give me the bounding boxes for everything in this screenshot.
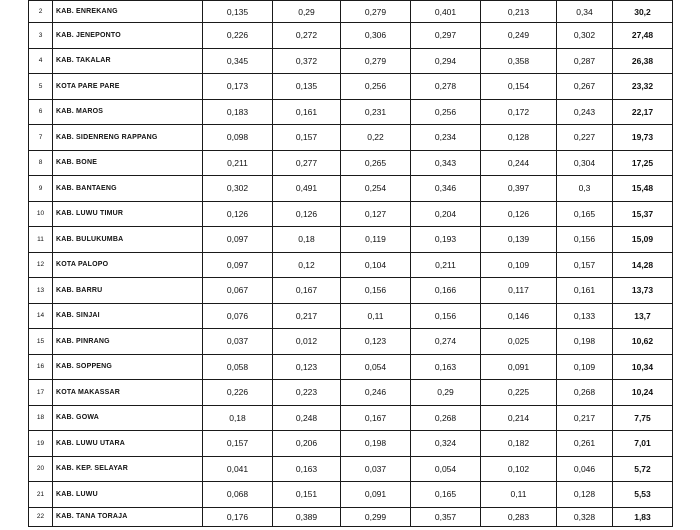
value-cell: 0,176 (203, 507, 273, 526)
value-cell: 0,157 (203, 431, 273, 457)
region-name-cell: KOTA MAKASSAR (53, 380, 203, 406)
value-cell: 0,217 (557, 405, 613, 431)
index-cell: 27,48 (613, 23, 673, 49)
index-cell: 22,17 (613, 99, 673, 125)
table-row (29, 329, 673, 355)
row-number-cell: 6 (29, 99, 53, 125)
region-name-cell: KAB. BARRU (53, 278, 203, 304)
value-cell: 0,193 (411, 227, 481, 253)
value-cell: 0,128 (481, 125, 557, 151)
index-cell: 17,25 (613, 150, 673, 176)
region-name-cell: KAB. TAKALAR (53, 48, 203, 74)
value-cell: 0,12 (273, 252, 341, 278)
value-cell: 0,268 (557, 380, 613, 406)
region-name-cell: KAB. LUWU UTARA (53, 431, 203, 457)
value-cell: 0,156 (341, 278, 411, 304)
value-cell: 0,135 (203, 1, 273, 23)
value-cell: 0,012 (273, 329, 341, 355)
value-cell: 0,102 (481, 456, 557, 482)
table-body (29, 1, 673, 527)
region-name-cell: KAB. PINRANG (53, 329, 203, 355)
value-cell: 0,126 (203, 201, 273, 227)
row-number-cell: 8 (29, 150, 53, 176)
value-cell: 0,357 (411, 507, 481, 526)
region-name-cell: KAB. BONE (53, 150, 203, 176)
value-cell: 0,324 (411, 431, 481, 457)
row-number-cell: 22 (29, 507, 53, 526)
value-cell: 0,172 (481, 99, 557, 125)
value-cell: 0,126 (273, 201, 341, 227)
table-row (29, 507, 673, 526)
value-cell: 0,343 (411, 150, 481, 176)
value-cell: 0,058 (203, 354, 273, 380)
index-cell: 23,32 (613, 74, 673, 100)
table-row (29, 303, 673, 329)
value-cell: 0,133 (557, 303, 613, 329)
value-cell: 0,11 (481, 482, 557, 508)
table-row (29, 48, 673, 74)
data-table-container (28, 0, 672, 527)
region-name-cell: KAB. SOPPENG (53, 354, 203, 380)
value-cell: 0,248 (273, 405, 341, 431)
value-cell: 0,054 (411, 456, 481, 482)
row-number-cell: 19 (29, 431, 53, 457)
value-cell: 0,127 (341, 201, 411, 227)
value-cell: 0,401 (411, 1, 481, 23)
region-name-cell: KOTA PARE PARE (53, 74, 203, 100)
value-cell: 0,227 (557, 125, 613, 151)
value-cell: 0,244 (481, 150, 557, 176)
index-cell: 7,75 (613, 405, 673, 431)
table-row (29, 380, 673, 406)
value-cell: 0,211 (203, 150, 273, 176)
value-cell: 0,243 (557, 99, 613, 125)
index-cell: 13,7 (613, 303, 673, 329)
index-cell: 10,62 (613, 329, 673, 355)
value-cell: 0,097 (203, 227, 273, 253)
value-cell: 0,29 (411, 380, 481, 406)
value-cell: 0,163 (411, 354, 481, 380)
region-name-cell: KAB. LUWU TIMUR (53, 201, 203, 227)
row-number-cell: 9 (29, 176, 53, 202)
value-cell: 0,157 (273, 125, 341, 151)
table-row (29, 405, 673, 431)
value-cell: 0,154 (481, 74, 557, 100)
index-cell: 30,2 (613, 1, 673, 23)
table-row (29, 99, 673, 125)
row-number-cell: 18 (29, 405, 53, 431)
region-name-cell: KAB. JENEPONTO (53, 23, 203, 49)
index-cell: 10,24 (613, 380, 673, 406)
index-cell: 5,72 (613, 456, 673, 482)
value-cell: 0,283 (481, 507, 557, 526)
value-cell: 0,214 (481, 405, 557, 431)
index-cell: 15,37 (613, 201, 673, 227)
value-cell: 0,302 (557, 23, 613, 49)
value-cell: 0,304 (557, 150, 613, 176)
index-cell: 14,28 (613, 252, 673, 278)
value-cell: 0,157 (557, 252, 613, 278)
value-cell: 0,091 (341, 482, 411, 508)
value-cell: 0,18 (203, 405, 273, 431)
table-row (29, 354, 673, 380)
value-cell: 0,211 (411, 252, 481, 278)
value-cell: 0,198 (557, 329, 613, 355)
value-cell: 0,067 (203, 278, 273, 304)
value-cell: 0,372 (273, 48, 341, 74)
value-cell: 0,268 (411, 405, 481, 431)
value-cell: 0,287 (557, 48, 613, 74)
value-cell: 0,265 (341, 150, 411, 176)
table-row (29, 176, 673, 202)
value-cell: 0,206 (273, 431, 341, 457)
index-cell: 7,01 (613, 431, 673, 457)
value-cell: 0,346 (411, 176, 481, 202)
value-cell: 0,22 (341, 125, 411, 151)
row-number-cell: 17 (29, 380, 53, 406)
value-cell: 0,161 (557, 278, 613, 304)
value-cell: 0,397 (481, 176, 557, 202)
value-cell: 0,037 (341, 456, 411, 482)
value-cell: 0,234 (411, 125, 481, 151)
value-cell: 0,119 (341, 227, 411, 253)
region-index-table (28, 0, 673, 527)
value-cell: 0,226 (203, 380, 273, 406)
value-cell: 0,156 (411, 303, 481, 329)
value-cell: 0,146 (481, 303, 557, 329)
value-cell: 0,297 (411, 23, 481, 49)
value-cell: 0,299 (341, 507, 411, 526)
table-row (29, 278, 673, 304)
value-cell: 0,076 (203, 303, 273, 329)
value-cell: 0,302 (203, 176, 273, 202)
value-cell: 0,345 (203, 48, 273, 74)
value-cell: 0,126 (481, 201, 557, 227)
table-row (29, 74, 673, 100)
row-number-cell: 11 (29, 227, 53, 253)
value-cell: 0,167 (273, 278, 341, 304)
region-name-cell: KAB. BANTAENG (53, 176, 203, 202)
row-number-cell: 15 (29, 329, 53, 355)
value-cell: 0,217 (273, 303, 341, 329)
table-row (29, 252, 673, 278)
region-name-cell: KAB. SINJAI (53, 303, 203, 329)
row-number-cell: 10 (29, 201, 53, 227)
value-cell: 0,274 (411, 329, 481, 355)
value-cell: 0,046 (557, 456, 613, 482)
value-cell: 0,231 (341, 99, 411, 125)
value-cell: 0,389 (273, 507, 341, 526)
index-cell: 13,73 (613, 278, 673, 304)
region-name-cell: KAB. LUWU (53, 482, 203, 508)
value-cell: 0,3 (557, 176, 613, 202)
value-cell: 0,117 (481, 278, 557, 304)
value-cell: 0,123 (341, 329, 411, 355)
value-cell: 0,256 (341, 74, 411, 100)
row-number-cell: 2 (29, 1, 53, 23)
row-number-cell: 3 (29, 23, 53, 49)
value-cell: 0,277 (273, 150, 341, 176)
region-name-cell: KAB. MAROS (53, 99, 203, 125)
value-cell: 0,097 (203, 252, 273, 278)
value-cell: 0,358 (481, 48, 557, 74)
value-cell: 0,246 (341, 380, 411, 406)
index-cell: 15,48 (613, 176, 673, 202)
row-number-cell: 20 (29, 456, 53, 482)
index-cell: 10,34 (613, 354, 673, 380)
value-cell: 0,025 (481, 329, 557, 355)
value-cell: 0,109 (481, 252, 557, 278)
value-cell: 0,041 (203, 456, 273, 482)
value-cell: 0,279 (341, 1, 411, 23)
value-cell: 0,328 (557, 507, 613, 526)
value-cell: 0,167 (341, 405, 411, 431)
value-cell: 0,261 (557, 431, 613, 457)
table-row (29, 456, 673, 482)
value-cell: 0,166 (411, 278, 481, 304)
table-row (29, 1, 673, 23)
region-name-cell: KAB. BULUKUMBA (53, 227, 203, 253)
table-row (29, 201, 673, 227)
region-name-cell: KAB. SIDENRENG RAPPANG (53, 125, 203, 151)
value-cell: 0,256 (411, 99, 481, 125)
table-row (29, 431, 673, 457)
value-cell: 0,267 (557, 74, 613, 100)
index-cell: 26,38 (613, 48, 673, 74)
value-cell: 0,34 (557, 1, 613, 23)
value-cell: 0,254 (341, 176, 411, 202)
value-cell: 0,29 (273, 1, 341, 23)
region-name-cell: KOTA PALOPO (53, 252, 203, 278)
region-name-cell: KAB. ENREKANG (53, 1, 203, 23)
value-cell: 0,182 (481, 431, 557, 457)
table-row (29, 482, 673, 508)
value-cell: 0,272 (273, 23, 341, 49)
row-number-cell: 7 (29, 125, 53, 151)
value-cell: 0,294 (411, 48, 481, 74)
value-cell: 0,226 (203, 23, 273, 49)
row-number-cell: 14 (29, 303, 53, 329)
value-cell: 0,225 (481, 380, 557, 406)
value-cell: 0,091 (481, 354, 557, 380)
region-name-cell: KAB. GOWA (53, 405, 203, 431)
value-cell: 0,249 (481, 23, 557, 49)
value-cell: 0,163 (273, 456, 341, 482)
value-cell: 0,165 (557, 201, 613, 227)
index-cell: 1,83 (613, 507, 673, 526)
row-number-cell: 4 (29, 48, 53, 74)
value-cell: 0,156 (557, 227, 613, 253)
table-row (29, 125, 673, 151)
index-cell: 19,73 (613, 125, 673, 151)
value-cell: 0,306 (341, 23, 411, 49)
value-cell: 0,151 (273, 482, 341, 508)
index-cell: 15,09 (613, 227, 673, 253)
value-cell: 0,037 (203, 329, 273, 355)
value-cell: 0,165 (411, 482, 481, 508)
value-cell: 0,173 (203, 74, 273, 100)
table-row (29, 23, 673, 49)
value-cell: 0,161 (273, 99, 341, 125)
value-cell: 0,278 (411, 74, 481, 100)
value-cell: 0,183 (203, 99, 273, 125)
table-row (29, 150, 673, 176)
value-cell: 0,204 (411, 201, 481, 227)
value-cell: 0,135 (273, 74, 341, 100)
region-name-cell: KAB. TANA TORAJA (53, 507, 203, 526)
value-cell: 0,11 (341, 303, 411, 329)
row-number-cell: 16 (29, 354, 53, 380)
row-number-cell: 12 (29, 252, 53, 278)
value-cell: 0,109 (557, 354, 613, 380)
value-cell: 0,213 (481, 1, 557, 23)
value-cell: 0,068 (203, 482, 273, 508)
region-name-cell: KAB. KEP. SELAYAR (53, 456, 203, 482)
value-cell: 0,098 (203, 125, 273, 151)
value-cell: 0,123 (273, 354, 341, 380)
value-cell: 0,198 (341, 431, 411, 457)
row-number-cell: 5 (29, 74, 53, 100)
value-cell: 0,223 (273, 380, 341, 406)
value-cell: 0,139 (481, 227, 557, 253)
value-cell: 0,054 (341, 354, 411, 380)
index-cell: 5,53 (613, 482, 673, 508)
row-number-cell: 13 (29, 278, 53, 304)
value-cell: 0,18 (273, 227, 341, 253)
table-row (29, 227, 673, 253)
row-number-cell: 21 (29, 482, 53, 508)
value-cell: 0,128 (557, 482, 613, 508)
value-cell: 0,491 (273, 176, 341, 202)
value-cell: 0,279 (341, 48, 411, 74)
value-cell: 0,104 (341, 252, 411, 278)
